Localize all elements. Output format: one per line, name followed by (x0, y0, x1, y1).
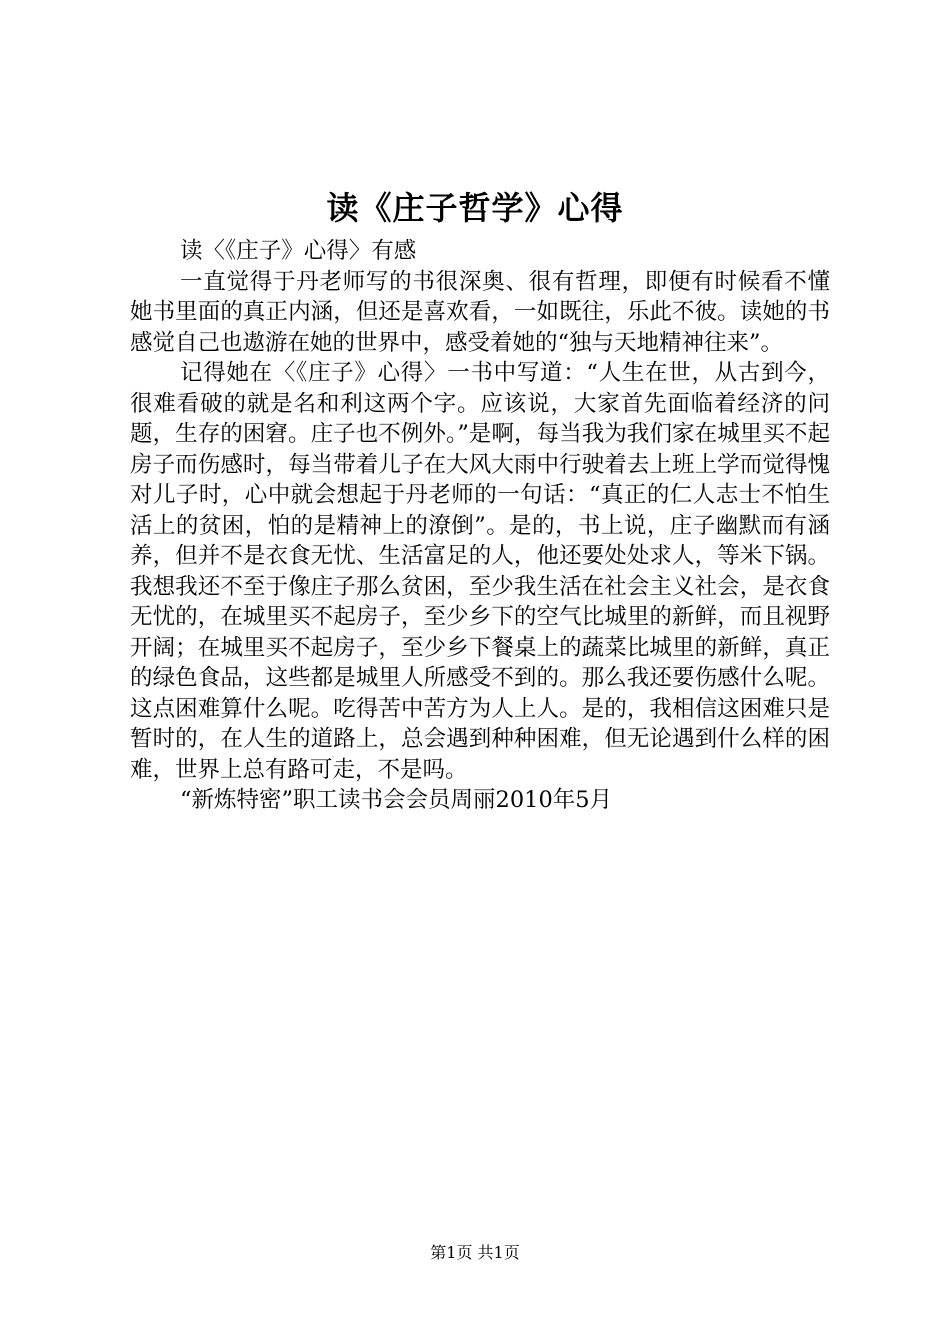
paragraph-intro: 一直觉得于丹老师写的书很深奥、很有哲理，即便有时候看不懂她书里面的真正内涵，但还是喜欢看，一如既往，乐此不彼。读她的书感觉自己也遨游在她的世界中，感受着她的“独与天地精神往来”。 (130, 268, 830, 356)
paragraph-subtitle: 读〈《庄子》心得〉有感 (180, 238, 417, 264)
page-footer: 第1页 共1页 (430, 1243, 520, 1262)
paragraph-main: 记得她在〈《庄子》心得〉一书中写道：“人生在世，从古到今，很难看破的就是名和利这两个字。应该说，大家首先面临着经济的问题，生存的困窘。庄子也不例外。”是啊，每当我为我们家在城里买不起房子而伤感时，每当带着儿子在大风大雨中行驶着去上班上学而觉得愧对儿子时，心中就会想起于丹老师的一句话：“真正的仁人志士不怕生活上的贫困，怕的是精神上的潦倒”。是的，书上说，庄子幽默而有涵养，但并不是衣食无忧、生活富足的人，他还要处处求人，等米下锅。我想我还不至于像庄子那么贫困，至少我生活在社会主义社会，是衣食无忧的，在城里买不起房子，至少乡下的空气比城里的新鲜，而且视野开阔；在城里买不起房子，至少乡下餐桌上的蔬菜比城里的新鲜，真正的绿色食品，这些都是城里人所感受不到的。那么我还要伤感什么呢。这点困难算什么呢。吃得苦中苦方为人上人。是的，我相信这困难只是暂时的，在人生的道路上，总会遇到种种困难，但无论遇到什么样的困难，世界上总有路可走，不是吗。 (130, 360, 830, 783)
document-body (130, 236, 830, 816)
document-title: 读《庄子哲学》心得 (326, 189, 624, 227)
paragraph-signature: “新炼特密”职工读书会会员周丽2010年5月 (180, 787, 613, 813)
